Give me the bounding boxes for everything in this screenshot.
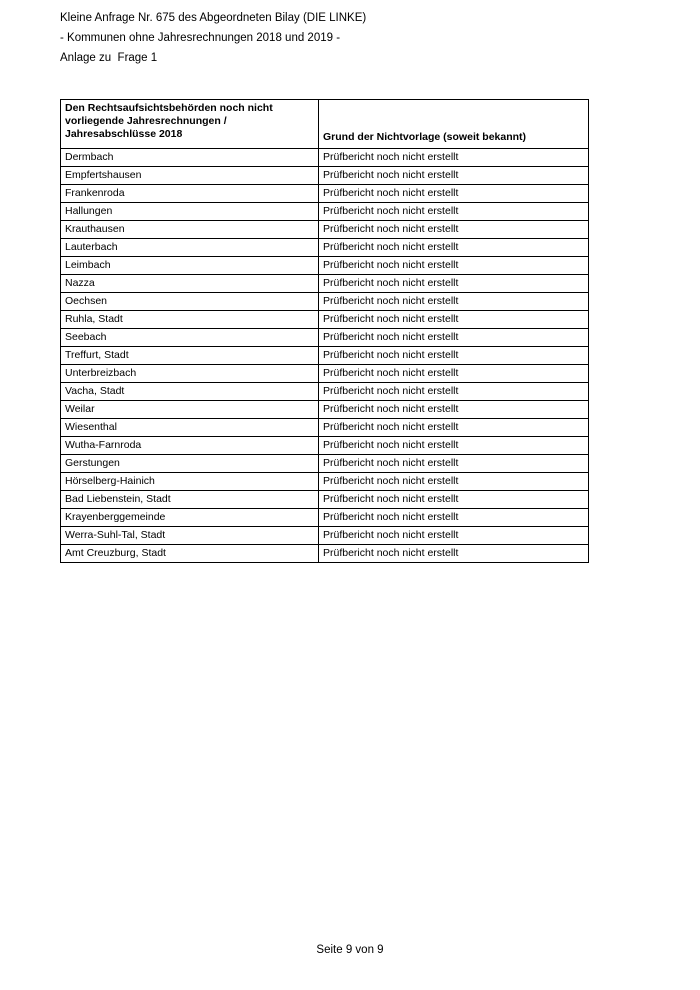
cell-reason: Prüfbericht noch nicht erstellt (319, 257, 589, 275)
cell-reason: Prüfbericht noch nicht erstellt (319, 401, 589, 419)
cell-reason: Prüfbericht noch nicht erstellt (319, 419, 589, 437)
cell-reason: Prüfbericht noch nicht erstellt (319, 365, 589, 383)
page-footer: Seite 9 von 9 (316, 944, 384, 956)
table-row (61, 455, 589, 473)
cell-municipality: Amt Creuzburg, Stadt (61, 545, 319, 563)
cell-reason: Prüfbericht noch nicht erstellt (319, 491, 589, 509)
cell-municipality: Wutha-Farnroda (61, 437, 319, 455)
cell-municipality: Werra-Suhl-Tal, Stadt (61, 527, 319, 545)
table-row (61, 203, 589, 221)
table-row (61, 437, 589, 455)
cell-municipality: Dermbach (61, 149, 319, 167)
cell-reason: Prüfbericht noch nicht erstellt (319, 239, 589, 257)
cell-reason: Prüfbericht noch nicht erstellt (319, 437, 589, 455)
header-line-subtitle: - Kommunen ohne Jahresrechnungen 2018 und 2019 - (60, 32, 341, 44)
table-row (61, 365, 589, 383)
column-header-municipality: Den Rechtsaufsichtsbehörden noch nicht vorliegende Jahresrechnungen / Jahresabschlüsse 2018 (61, 100, 319, 149)
table-row (61, 293, 589, 311)
cell-reason: Prüfbericht noch nicht erstellt (319, 545, 589, 563)
cell-municipality: Seebach (61, 329, 319, 347)
cell-municipality: Gerstungen (61, 455, 319, 473)
table-row (61, 545, 589, 563)
table-row (61, 239, 589, 257)
cell-municipality: Weilar (61, 401, 319, 419)
cell-municipality: Lauterbach (61, 239, 319, 257)
column-header-reason: Grund der Nichtvorlage (soweit bekannt) (319, 100, 589, 149)
cell-reason: Prüfbericht noch nicht erstellt (319, 185, 589, 203)
cell-reason: Prüfbericht noch nicht erstellt (319, 203, 589, 221)
cell-municipality: Krayenberggemeinde (61, 509, 319, 527)
table-row (61, 149, 589, 167)
cell-municipality: Ruhla, Stadt (61, 311, 319, 329)
table-row (61, 221, 589, 239)
cell-reason: Prüfbericht noch nicht erstellt (319, 383, 589, 401)
table-row (61, 383, 589, 401)
cell-reason: Prüfbericht noch nicht erstellt (319, 221, 589, 239)
cell-reason: Prüfbericht noch nicht erstellt (319, 347, 589, 365)
cell-reason: Prüfbericht noch nicht erstellt (319, 275, 589, 293)
header-line-annex: Anlage zu Frage 1 (60, 52, 158, 64)
cell-municipality: Treffurt, Stadt (61, 347, 319, 365)
document-header (60, 8, 620, 68)
cell-reason: Prüfbericht noch nicht erstellt (319, 149, 589, 167)
cell-reason: Prüfbericht noch nicht erstellt (319, 311, 589, 329)
cell-municipality: Bad Liebenstein, Stadt (61, 491, 319, 509)
cell-municipality: Hallungen (61, 203, 319, 221)
cell-municipality: Vacha, Stadt (61, 383, 319, 401)
cell-municipality: Frankenroda (61, 185, 319, 203)
table-row (61, 185, 589, 203)
cell-municipality: Unterbreizbach (61, 365, 319, 383)
cell-municipality: Nazza (61, 275, 319, 293)
table-row (61, 329, 589, 347)
table-body (61, 149, 589, 563)
cell-reason: Prüfbericht noch nicht erstellt (319, 455, 589, 473)
table-row (61, 257, 589, 275)
table-row (61, 401, 589, 419)
table-row (61, 419, 589, 437)
cell-reason: Prüfbericht noch nicht erstellt (319, 473, 589, 491)
table-row (61, 473, 589, 491)
cell-reason: Prüfbericht noch nicht erstellt (319, 293, 589, 311)
cell-municipality: Oechsen (61, 293, 319, 311)
table-row (61, 509, 589, 527)
table-row (61, 491, 589, 509)
table-header-row (61, 100, 589, 149)
header-line-title: Kleine Anfrage Nr. 675 des Abgeordneten Bilay (DIE LINKE) (60, 12, 367, 24)
table-row (61, 527, 589, 545)
table-row (61, 347, 589, 365)
cell-reason: Prüfbericht noch nicht erstellt (319, 167, 589, 185)
cell-reason: Prüfbericht noch nicht erstellt (319, 509, 589, 527)
table-row (61, 311, 589, 329)
cell-municipality: Wiesenthal (61, 419, 319, 437)
table-row (61, 275, 589, 293)
cell-reason: Prüfbericht noch nicht erstellt (319, 329, 589, 347)
cell-municipality: Hörselberg-Hainich (61, 473, 319, 491)
municipalities-table (60, 99, 589, 563)
cell-municipality: Leimbach (61, 257, 319, 275)
cell-municipality: Empfertshausen (61, 167, 319, 185)
table-row (61, 167, 589, 185)
cell-reason: Prüfbericht noch nicht erstellt (319, 527, 589, 545)
cell-municipality: Krauthausen (61, 221, 319, 239)
